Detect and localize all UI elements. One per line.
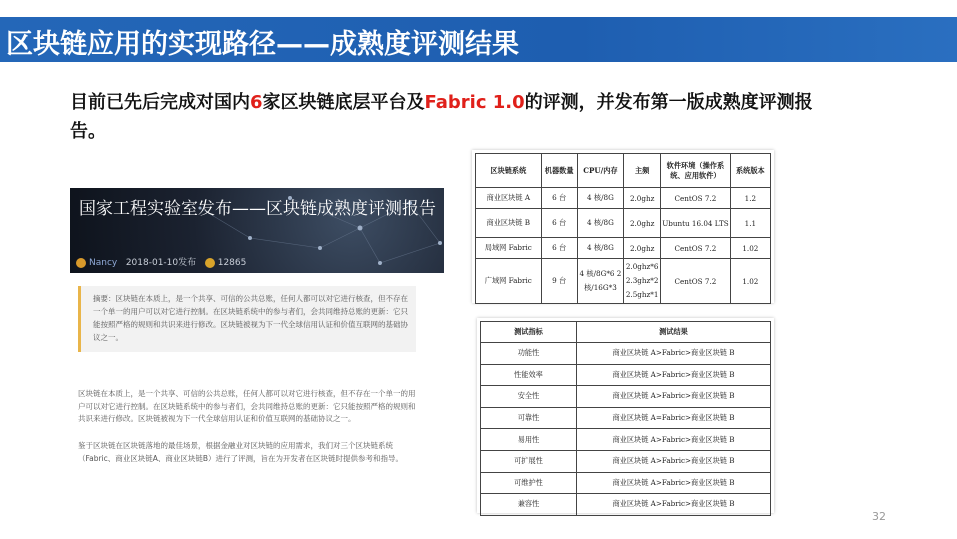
table-cell: CentOS 7.2	[661, 238, 731, 259]
table-cell: 性能效率	[481, 364, 577, 386]
table-cell: 可扩展性	[481, 450, 577, 472]
table-header-cell: 测试指标	[481, 322, 577, 343]
table-row	[476, 259, 771, 304]
table-cell: CentOS 7.2	[661, 259, 731, 304]
evaluation-result-table	[480, 321, 771, 516]
table-row	[481, 472, 771, 494]
table-header-cell: 主频	[624, 154, 661, 188]
table-cell: CentOS 7.2	[661, 188, 731, 209]
table-header-row	[476, 154, 771, 188]
report-views: 12865	[217, 258, 247, 268]
views-eye-icon	[205, 258, 215, 268]
table-cell: 1.02	[730, 259, 770, 304]
table-cell: 可维护性	[481, 472, 577, 494]
table-cell: 广域网 Fabric	[476, 259, 542, 304]
table-cell: 商业区块链 A>Fabric>商业区块链 B	[577, 364, 771, 386]
table-cell: 2.0ghz	[624, 209, 661, 238]
table-cell: 6 台	[541, 238, 577, 259]
table-row	[476, 238, 771, 259]
table-cell: 商业区块链 A>Fabric>商业区块链 B	[577, 386, 771, 408]
table-row	[476, 188, 771, 209]
table-cell: 商业区块链 A>Fabric>商业区块链 B	[577, 429, 771, 451]
table-row	[481, 450, 771, 472]
table-header-cell: 区块链系统	[476, 154, 542, 188]
table-row	[481, 386, 771, 408]
table-row	[481, 494, 771, 516]
table-row	[476, 209, 771, 238]
table-row	[481, 407, 771, 429]
author-avatar-icon	[76, 258, 86, 268]
report-date: 2018-01-10发布	[125, 258, 197, 268]
report-author: Nancy	[89, 258, 118, 268]
table-cell: 商业区块链 A>Fabric>商业区块链 B	[577, 343, 771, 365]
table-header-cell: 系统版本	[730, 154, 770, 188]
table-cell: 1.1	[730, 209, 770, 238]
table-cell: 4 核/8G	[577, 209, 624, 238]
table-cell: 4 核/8G*6 2 核/16G*3	[577, 259, 624, 304]
report-abstract: 摘要：区块链在本质上，是一个共享、可信的公共总账，任何人都可以对它进行核查，但不存在一个单一的用户可以对它进行控制。在区块链系统中的参与者们，会共同维持总账的更新：它只能按照严格的规则和共识来进行修改。区块链被视为下一代全球信用认证和价值互联网的基础协议之一。	[78, 286, 416, 352]
table-cell: 局域网 Fabric	[476, 238, 542, 259]
table-cell: 商业区块链 A>Fabric>商业区块链 B	[577, 494, 771, 516]
table-cell: 6 台	[541, 209, 577, 238]
intro-count: 6	[250, 92, 263, 113]
table-cell: 4 核/8G	[577, 238, 624, 259]
intro-part3: 的评测，并发布第一版成熟度评测报告。	[70, 92, 813, 142]
table-cell: 9 台	[541, 259, 577, 304]
intro-fabric: Fabric 1.0	[424, 92, 525, 113]
table-cell: 兼容性	[481, 494, 577, 516]
report-paragraph-2: 鉴于区块链在区块链落地的最佳场景，根据金融业对区块链的应用需求，我们对三个区块链系统（Fabric、商业区块链A、商业区块链B）进行了评测，旨在为开发者在区块链时提供参考和指导。	[78, 441, 404, 463]
table-cell: 6 台	[541, 188, 577, 209]
table-header-cell: 机器数量	[541, 154, 577, 188]
table-cell: 功能性	[481, 343, 577, 365]
page-number: 32	[872, 510, 886, 523]
table-cell: 商业区块链 A=Fabric>商业区块链 B	[577, 407, 771, 429]
slide-title: 区块链应用的实现路径——成熟度评测结果	[6, 29, 519, 60]
intro-part1: 目前已先后完成对国内	[70, 92, 250, 113]
report-meta	[76, 255, 246, 268]
table-header-cell: 软件环境（操作系统、应用软件）	[661, 154, 731, 188]
table-cell: 4 核/8G	[577, 188, 624, 209]
report-banner-title: 国家工程实验室发布——区块链成熟度评测报告	[79, 199, 436, 219]
table-cell: 1.2	[730, 188, 770, 209]
table-cell: Ubuntu 16.04 LTS	[661, 209, 731, 238]
table-cell: 2.0ghz	[624, 238, 661, 259]
report-banner-image	[70, 188, 444, 273]
table-row	[481, 343, 771, 365]
table-cell: 2.0ghz	[624, 188, 661, 209]
table-cell: 商业区块链 A	[476, 188, 542, 209]
title-bar	[0, 17, 957, 62]
table-row	[481, 429, 771, 451]
table-header-cell: 测试结果	[577, 322, 771, 343]
table-cell: 易用性	[481, 429, 577, 451]
table-cell: 安全性	[481, 386, 577, 408]
report-paragraph-1: 区块链在本质上，是一个共享、可信的公共总账，任何人都可以对它进行核查，但不存在一个单一的用户可以对它进行控制。在区块链系统中的参与者们，会共同维持总账的更新：它只能按照严格的规则和共识来进行修改。区块链被视为下一代全球信用认证和价值互联网的基础协议之一。	[78, 389, 416, 423]
intro-part2: 家区块链底层平台及	[262, 92, 425, 113]
platform-config-table	[475, 153, 771, 304]
table-header-cell: CPU/内存	[577, 154, 624, 188]
table-cell: 2.0ghz*6 2.3ghz*2 2.5ghz*1	[624, 259, 661, 304]
intro-text	[70, 88, 840, 146]
table-cell: 商业区块链 A>Fabric>商业区块链 B	[577, 472, 771, 494]
table-cell: 商业区块链 B	[476, 209, 542, 238]
table-cell: 1.02	[730, 238, 770, 259]
table-cell: 可靠性	[481, 407, 577, 429]
table-row	[481, 364, 771, 386]
table-header-row	[481, 322, 771, 343]
table-cell: 商业区块链 A>Fabric>商业区块链 B	[577, 450, 771, 472]
